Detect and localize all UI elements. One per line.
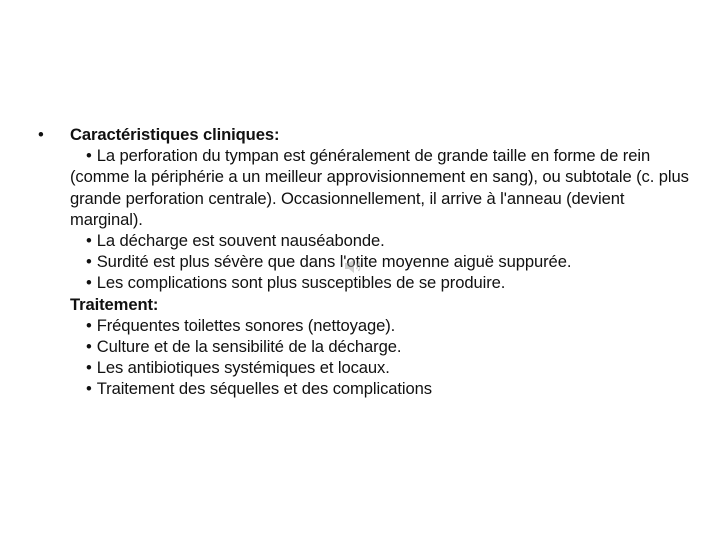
list-item bbox=[70, 378, 696, 399]
list-item-text: Traitement des séquelles et des complications bbox=[96, 379, 432, 399]
list-item bbox=[70, 336, 696, 357]
list-item-text: Les antibiotiques systémiques et locaux. bbox=[96, 358, 390, 378]
list-item-text: La décharge est souvent nauséabonde. bbox=[96, 231, 385, 251]
sub-bullet: • bbox=[86, 337, 92, 357]
section-heading-clinical: Caractéristiques cliniques: bbox=[70, 125, 280, 144]
list-item bbox=[70, 251, 696, 272]
slide-content bbox=[38, 124, 698, 400]
list-item bbox=[70, 315, 696, 336]
sub-bullet: • bbox=[86, 273, 92, 293]
speaker-icon[interactable] bbox=[343, 256, 363, 276]
sub-bullet: • bbox=[86, 231, 92, 251]
list-item-text: La perforation du tympan est généralement de grande taille en forme de rein (comme la périphérie a un meilleur approvisionnement en sang), ou subtotale (c. plus grande perforation centrale). Occasionnellement, il arrive à l'anneau (devient marginal). bbox=[70, 146, 689, 229]
bullet-body bbox=[70, 124, 696, 400]
list-item bbox=[70, 230, 696, 251]
sub-bullet: • bbox=[86, 358, 92, 378]
sub-bullet: • bbox=[86, 146, 92, 166]
sub-bullet: • bbox=[86, 315, 92, 335]
sub-bullet: • bbox=[86, 252, 92, 272]
list-item bbox=[70, 357, 696, 378]
list-item-text: Surdité est plus sévère que dans l'otite moyenne aiguë suppurée. bbox=[96, 252, 572, 272]
list-item-text: Culture et de la sensibilité de la décharge. bbox=[96, 337, 402, 357]
section-heading-treatment: Traitement: bbox=[70, 294, 159, 314]
list-item bbox=[70, 145, 696, 230]
sub-bullet: • bbox=[86, 379, 92, 399]
list-item-text: Fréquentes toilettes sonores (nettoyage). bbox=[96, 315, 396, 335]
list-item-text: Les complications sont plus susceptibles de se produire. bbox=[96, 273, 506, 293]
list-item bbox=[70, 272, 696, 293]
outer-bullet: • bbox=[38, 125, 44, 144]
